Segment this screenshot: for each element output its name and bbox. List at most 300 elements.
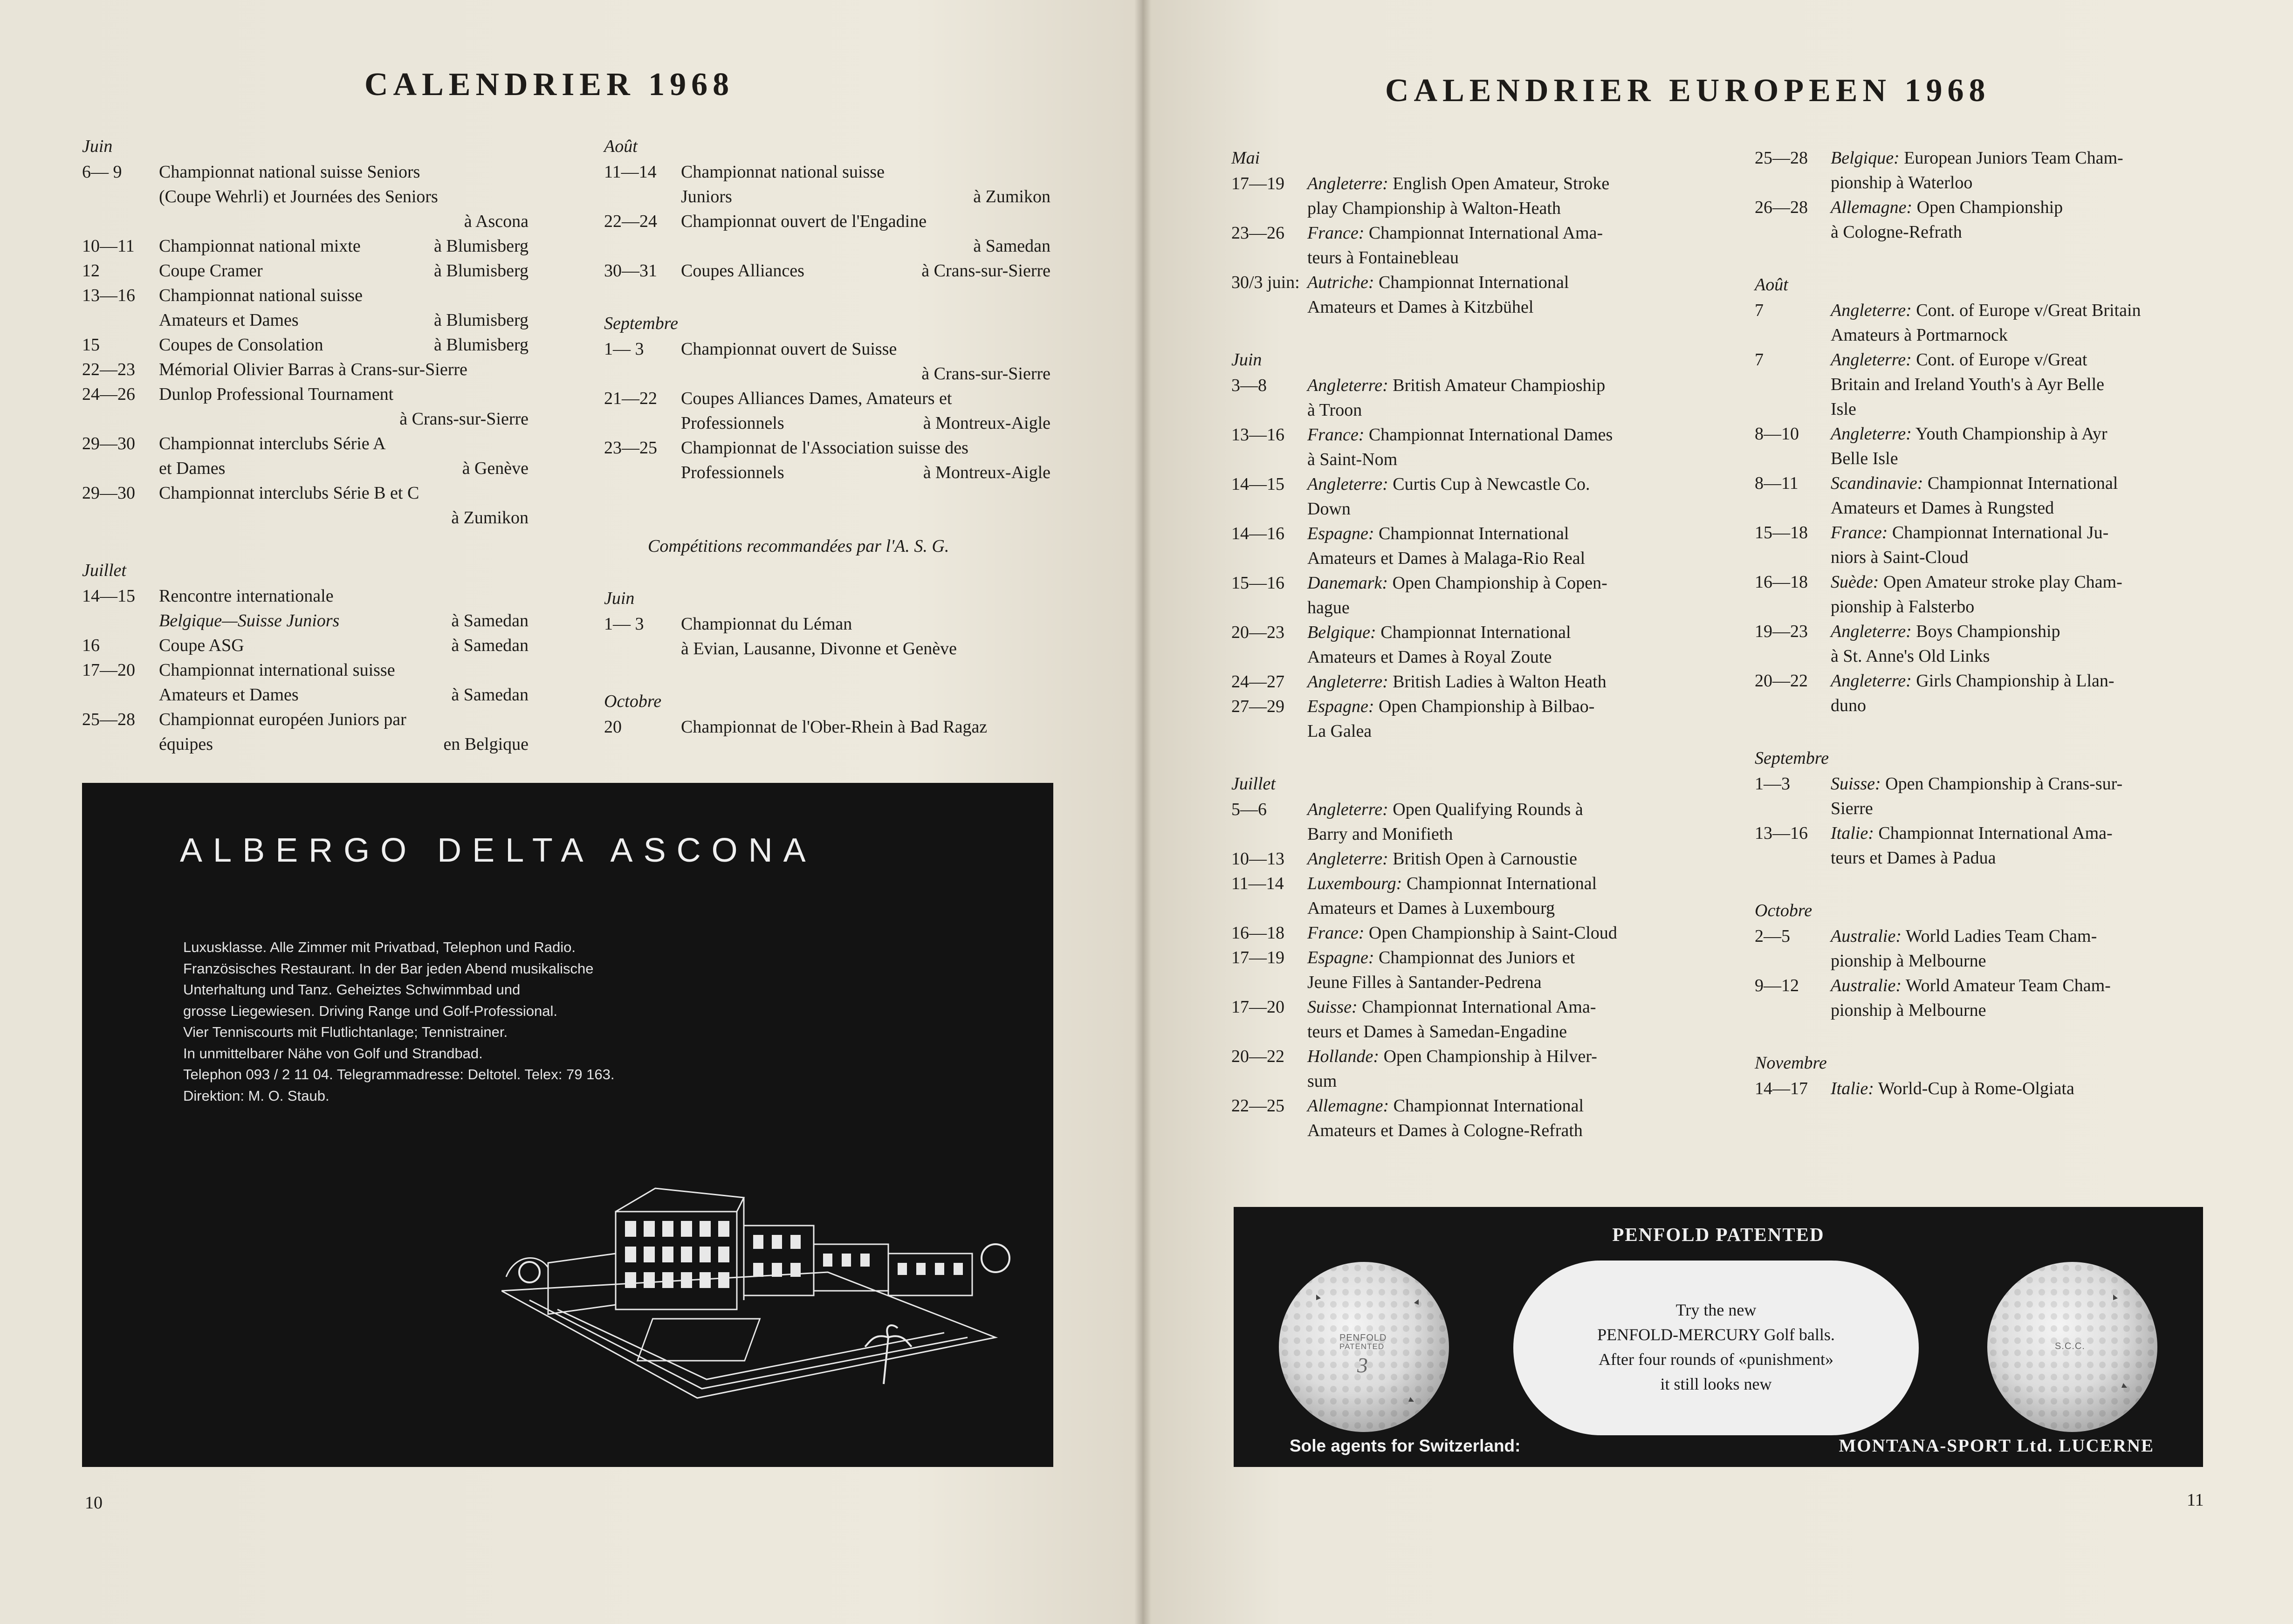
ad-line: Vier Tenniscourts mit Flutlichtanlage; Tennistrainer. [183,1024,508,1040]
entry-date: 27—29 [1231,697,1284,716]
event-name: Mémorial Olivier Barras à Crans-sur-Sierre [159,360,467,379]
event-text: English Open Amateur, Stroke [1393,174,1610,193]
event-text: Championnat des Juniors et [1379,948,1575,967]
entry-line [159,732,529,757]
entry-text [159,633,529,658]
entry-date: 2—5 [1755,926,1790,946]
entry-date: 16—18 [1755,572,1808,592]
entry-line [1307,221,1679,246]
entry-line [159,707,529,732]
ad-line: Luxusklasse. Alle Zimmer mit Privatbad, Telephon und Radio. [183,939,576,955]
entry-line [1831,220,2206,245]
entry-text [1831,570,2206,619]
calendar-entry [1231,995,1679,1044]
entry-date: 22—23 [82,360,135,379]
entry-line [1831,669,2206,693]
entry-line [1307,521,1679,546]
country-name: France: [1307,425,1365,445]
entry-date: 25—28 [1755,148,1808,168]
entry-line [1307,1094,1679,1118]
entry-text [1307,571,1679,620]
entry-line [681,337,1050,362]
entry-date: 19—23 [1755,622,1808,641]
event-name: Championnat national suisse Seniors [159,162,420,182]
entry-line [1307,694,1679,719]
entry-line [1307,546,1679,571]
entry-line [681,612,1050,637]
event-name: Championnat interclubs Série B et C [159,483,419,503]
page-title: CALENDRIER EUROPEEN 1968 [1385,73,1991,109]
event-name: Championnat de l'Association suisse des [681,438,968,458]
event-text: à Troon [1307,400,1362,420]
country-name: Suède: [1831,572,1879,592]
entry-date: 25—28 [82,710,135,729]
entry-date: 17—20 [82,660,135,680]
calendar-entry [1231,1044,1679,1094]
entry-line [681,234,1050,259]
country-name: Suisse: [1831,774,1881,794]
event-name: Dunlop Professional Tournament [159,384,394,404]
entry-date: 1—3 [1755,774,1790,794]
entry-line [1831,471,2206,496]
event-text: World Ladies Team Cham- [1905,926,2097,946]
entry-date: 23—25 [604,438,657,458]
entry-text [159,382,529,432]
golf-ball-image [1987,1262,2157,1432]
event-name: équipes [159,734,213,754]
entry-text [1307,797,1679,847]
month-heading: Septembre [1755,748,1829,768]
calendar-entry [1231,472,1679,521]
event-name: Championnat international suisse [159,660,395,680]
event-name: (Coupe Wehrli) et Journées des Seniors [159,187,438,206]
entry-line [1831,446,2206,471]
european-calendar-column-2 [1755,146,2206,1101]
calendar-entry [1755,669,2206,718]
entry-line [1831,998,2206,1023]
calendar-entry [82,333,529,357]
event-text: Cont. of Europe v/Great [1916,350,2087,370]
country-name: Australie: [1831,926,1902,946]
event-text: pionship à Falsterbo [1831,597,1975,617]
entry-line [1831,372,2206,397]
entry-line [681,715,1050,740]
entry-line [159,432,529,456]
country-name: Espagne: [1307,948,1374,967]
entry-line [1831,521,2206,545]
calendar-entry [82,283,529,333]
entry-text [681,337,1050,386]
event-name: et Dames [159,459,226,478]
albergo-delta-ascona-ad [82,783,1053,1467]
event-location: à Montreux-Aigle [923,463,1050,482]
entry-line [159,609,529,633]
event-text: sum [1307,1071,1337,1091]
calendar-entry [1755,924,2206,973]
entry-text [1831,619,2206,669]
entry-text [1307,847,1679,871]
ad-line: In unmittelbarer Nähe von Golf und Strandbad. [183,1045,483,1062]
calendar-entry [82,633,529,658]
entry-text [1307,921,1679,946]
entry-line [159,308,529,333]
event-location: à Samedan [451,611,529,630]
entry-text [1831,471,2206,521]
event-text: teurs à Fontainebleau [1307,248,1459,267]
event-text: Amateurs et Dames à Luxembourg [1307,898,1555,918]
month-heading: Juin [1231,350,1262,370]
entry-line [159,382,529,407]
ball-brand-mark: S.C.C. [2055,1341,2085,1351]
event-text: British Ladies à Walton Heath [1393,672,1606,692]
event-text: Amateurs et Dames à Royal Zoute [1307,647,1552,667]
ad-line: PENFOLD-MERCURY Golf balls. [1597,1325,1835,1344]
month-heading: Juillet [82,561,126,580]
left-page [0,0,1143,1624]
entry-line [1831,846,2206,870]
calendar-entry [1755,146,2206,195]
country-name: Scandinavie: [1831,473,1923,493]
calendar-entry [1755,521,2206,570]
calendar-entry [82,584,529,633]
month-heading: Septembre [604,314,678,333]
entry-line [1307,596,1679,620]
entry-line [1831,821,2206,846]
entry-date: 24—26 [82,384,135,404]
month-heading: Juin [82,137,113,156]
entry-line [159,683,529,707]
calendar-entry [1231,221,1679,270]
entry-line [1307,719,1679,744]
entry-line [1307,1044,1679,1069]
entry-line [1307,171,1679,196]
calendar-entry [1755,195,2206,245]
event-text: pionship à Melbourne [1831,1000,1986,1020]
calendar-column-2 [604,134,1050,485]
entry-date: 17—19 [1231,948,1284,967]
entry-line [1307,571,1679,596]
event-location: à Ascona [464,212,529,231]
ad-heading: PENFOLD PATENTED [1612,1224,1825,1245]
entry-text [1831,1076,2206,1101]
event-location: à Samedan [973,236,1050,256]
entry-text [1307,670,1679,694]
calendar-entry [1231,847,1679,871]
calendar-entry [1231,521,1679,571]
entry-date: 24—27 [1231,672,1284,692]
entry-text [159,481,529,530]
entry-date: 30—31 [604,261,657,281]
country-name: Italie: [1831,823,1874,843]
event-location: à Blumisberg [433,261,529,281]
country-name: Hollande: [1307,1047,1380,1066]
calendar-entry [604,259,1050,283]
entry-line [1307,946,1679,970]
country-name: Angleterre: [1831,424,1912,444]
entry-date: 12 [82,261,100,281]
entry-date: 20—22 [1755,671,1808,691]
entry-text [1831,924,2206,973]
entry-date: 8—11 [1755,473,1799,493]
entry-date: 9—12 [1755,976,1799,995]
agent-company: MONTANA-SPORT Ltd. LUCERNE [1839,1436,2154,1456]
entry-text [1307,423,1679,472]
event-text: Championnat International [1927,473,2118,493]
event-location: à Zumikon [451,508,529,528]
calendar-entry [1755,298,2206,348]
entry-text [159,584,529,633]
country-name: Angleterre: [1307,849,1388,869]
entry-line [1307,373,1679,398]
entry-text [1307,270,1679,320]
entry-line [1307,797,1679,822]
entry-line [1307,246,1679,270]
event-text: Open Championship [1916,198,2063,217]
entry-line [1307,447,1679,472]
sole-agents-label: Sole agents for Switzerland: [1290,1436,1521,1455]
entry-text [1831,348,2206,422]
entry-line [1831,195,2206,220]
event-text: Championnat International Ama- [1878,823,2113,843]
calendar-entry [1231,871,1679,921]
event-text: British Open à Carnoustie [1393,849,1578,869]
entry-date: 21—22 [604,389,657,408]
entry-line [1307,822,1679,847]
calendar-column-3 [604,586,1050,740]
entry-line [681,436,1050,460]
ad-line: grosse Liegewiesen. Driving Range und Golf-Professional. [183,1002,557,1019]
country-name: Luxembourg: [1307,874,1402,893]
event-text: World-Cup à Rome-Olgiata [1878,1079,2074,1098]
ad-line: it still looks new [1660,1375,1772,1393]
event-text: Championnat International Ama- [1362,997,1596,1017]
entry-text [159,432,529,481]
entry-line [159,481,529,506]
entry-text [159,333,529,357]
calendar-entry [82,382,529,432]
entry-text [1307,171,1679,221]
entry-line [1831,973,2206,998]
month-heading: Juillet [1231,774,1276,794]
event-text: pionship à Melbourne [1831,951,1986,971]
entry-text [1831,422,2206,471]
calendar-entry [604,160,1050,209]
event-text: teurs et Dames à Padua [1831,848,1996,868]
page-number: 11 [2187,1490,2204,1510]
month-heading: Août [1755,275,1788,295]
calendar-entry [1231,921,1679,946]
entry-line [1307,670,1679,694]
event-text: Cont. of Europe v/Great Britain [1916,301,2141,320]
calendar-entry [1231,571,1679,620]
penfold-golf-ball-ad [1234,1207,2203,1467]
entry-line [1307,196,1679,221]
entry-line [1831,298,2206,323]
entry-date: 17—19 [1231,174,1284,193]
event-name: Coupes de Consolation [159,335,323,355]
entry-line [1831,397,2206,422]
event-text: Amateurs et Dames à Malaga-Rio Real [1307,548,1586,568]
recommended-competitions-heading: Compétitions recommandées par l'A. S. G. [648,536,949,556]
calendar-entry [82,357,529,382]
entry-date: 13—16 [1231,425,1284,445]
country-name: Espagne: [1307,524,1374,543]
entry-date: 7 [1755,350,1764,370]
ad-text [1513,1298,1919,1397]
entry-line [1831,323,2206,348]
event-text: duno [1831,696,1866,715]
event-text: European Juniors Team Cham- [1904,148,2123,168]
event-name: Amateurs et Dames [159,685,299,705]
entry-line [681,160,1050,185]
entry-date: 15 [82,335,100,355]
entry-text [1307,521,1679,571]
calendar-entry [1231,1094,1679,1143]
entry-date: 6— 9 [82,162,122,182]
ad-line: Direktion: M. O. Staub. [183,1087,330,1104]
entry-line [1831,1076,2206,1101]
event-name: Coupes Alliances Dames, Amateurs et [681,389,952,408]
country-name: Italie: [1831,1079,1874,1098]
event-text: hague [1307,598,1350,617]
page-number: 10 [85,1493,103,1513]
entry-line [159,633,529,658]
entry-date: 3—8 [1231,376,1267,395]
month-heading: Novembre [1755,1053,1827,1073]
event-name: Rencontre internationale [159,586,334,606]
entry-text [159,259,529,283]
page-title: CALENDRIER 1968 [364,67,735,103]
calendar-entry [1231,946,1679,995]
entry-text [681,386,1050,436]
entry-line [1831,619,2206,644]
calendar-entry [604,612,1050,661]
event-name: Championnat national mixte [159,236,361,256]
entry-date: 5—6 [1231,800,1267,819]
event-text: Open Championship à Crans-sur- [1885,774,2123,794]
hotel-illustration [501,1184,1014,1403]
event-text: Amateurs et Dames à Kitzbühel [1307,297,1534,317]
calendar-entry [82,234,529,259]
entry-line [1307,270,1679,295]
ad-body [183,937,614,1106]
entry-line [1831,796,2206,821]
calendar-entry [604,715,1050,740]
entry-line [1307,620,1679,645]
entry-date: 20—23 [1231,623,1284,642]
calendar-entry [82,707,529,757]
calendar-entry [1755,973,2206,1023]
event-name: Championnat européen Juniors par [159,710,406,729]
entry-date: 22—25 [1231,1096,1284,1116]
event-location: à Zumikon [973,187,1050,206]
entry-date: 29—30 [82,483,135,503]
country-name: Espagne: [1307,697,1374,716]
entry-text [1307,995,1679,1044]
calendar-entry [1231,423,1679,472]
event-location: à Crans-sur-Sierre [921,364,1050,384]
entry-line [681,637,1050,661]
event-text: Open Championship à Copen- [1392,573,1607,593]
entry-text [681,160,1050,209]
entry-line [159,407,529,432]
entry-line [159,658,529,683]
calendar-entry [82,432,529,481]
event-text: Open Championship à Saint-Cloud [1368,923,1617,943]
entry-line [1831,422,2206,446]
entry-text [1831,669,2206,718]
calendar-entry [1231,373,1679,423]
entry-line [1831,595,2206,619]
country-name: Belgique: [1307,623,1376,642]
event-location: à Samedan [451,636,529,655]
calendar-entry [1231,270,1679,320]
country-name: France: [1307,923,1365,943]
entry-text [1307,1044,1679,1094]
calendar-entry [1231,171,1679,221]
event-name: Championnat ouvert de Suisse [681,339,897,359]
event-location: à Genève [462,459,529,478]
country-name: France: [1307,223,1365,243]
right-page [1143,0,2293,1624]
entry-line [1831,644,2206,669]
event-text: Championnat International [1379,524,1569,543]
event-name: Belgique—Suisse Juniors [159,611,340,630]
country-name: Allemagne: [1307,1096,1389,1116]
entry-date: 16—18 [1231,923,1284,943]
entry-line [159,160,529,185]
ad-line: Telephon 093 / 2 11 04. Telegrammadresse: Deltotel. Telex: 79 163. [183,1066,615,1083]
entry-line [159,333,529,357]
entry-text [681,715,1050,740]
entry-text [1831,821,2206,870]
entry-date: 22—24 [604,212,657,231]
calendar-entry [1755,619,2206,669]
entry-line [1831,949,2206,973]
calendar-entry [1231,797,1679,847]
country-name: Autriche: [1307,273,1374,292]
entry-text [159,234,529,259]
entry-text [159,357,529,382]
entry-date: 16 [82,636,100,655]
event-name: Coupes Alliances [681,261,804,281]
entry-line [1307,423,1679,447]
month-heading: Août [604,137,638,156]
calendar-entry [1755,772,2206,821]
entry-text [159,658,529,707]
country-name: France: [1831,523,1888,542]
ball-brand-mark: PATENTED [1339,1342,1385,1351]
ball-number: 3 [1357,1353,1368,1377]
country-name: Angleterre: [1831,301,1912,320]
event-name: Championnat du Léman [681,614,852,634]
entry-line [1831,693,2206,718]
ad-line: Try the new [1675,1301,1757,1319]
entry-date: 11—14 [604,162,657,182]
event-location: à Crans-sur-Sierre [921,261,1050,281]
event-text: Youth Championship à Ayr [1915,424,2108,444]
event-text: à Saint-Nom [1307,450,1398,469]
entry-text [1831,973,2206,1023]
month-heading: Octobre [604,692,662,711]
calendar-entry [82,160,529,234]
country-name: Angleterre: [1831,622,1912,641]
calendar-entry [604,386,1050,436]
event-text: Championnat International [1380,623,1571,642]
entry-date: 7 [1755,301,1764,320]
calendar-entry [1755,471,2206,521]
calendar-entry [1755,570,2206,619]
